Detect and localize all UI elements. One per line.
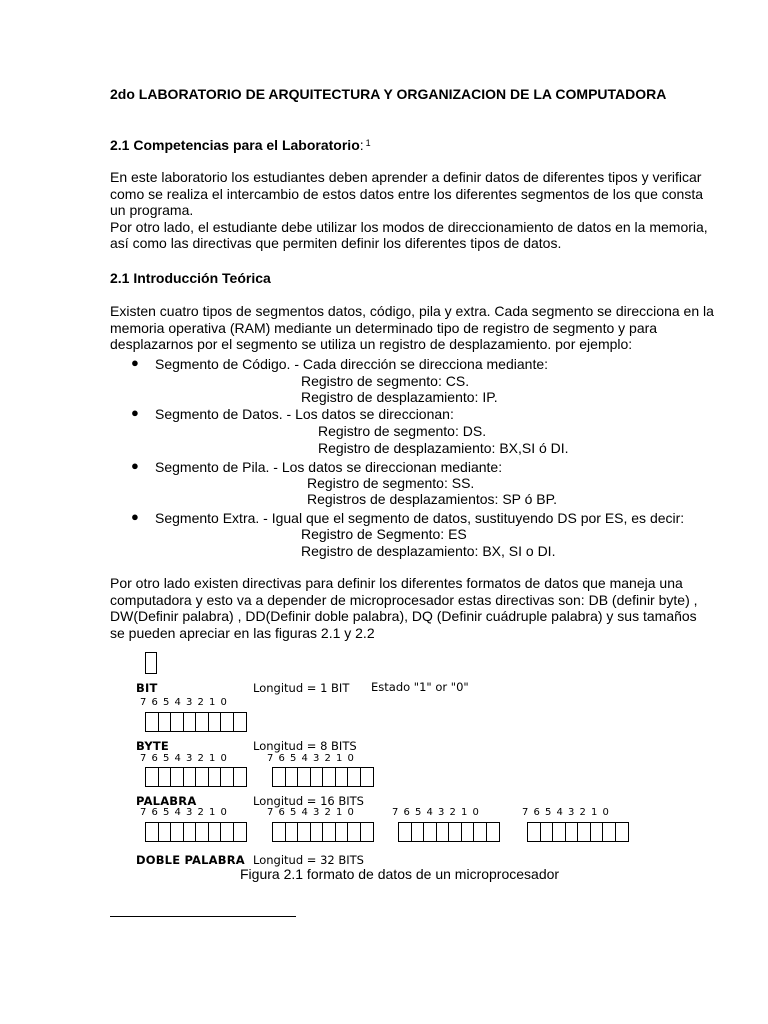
bit-state: Estado "1" or "0" [371,680,469,694]
document-title: 2do LABORATORIO DE ARQUITECTURA Y ORGANIZACION DE LA COMPUTADORA [110,86,667,102]
byte-label: BYTE [136,739,169,753]
dword-byte2-cells [398,822,500,842]
segment-codigo: Segmento de Código. - Cada dirección se direcciona mediante: [155,356,549,372]
paragraph-line: desplazarnos por el segmento se utiliza un registro de desplazamiento. por ejemplo: [110,336,633,353]
paragraph-line: como se realiza el intercambio de estos datos entre los diferentes segmentos de los que consta [110,185,703,202]
bullet-icon: ● [131,405,139,420]
word-high-byte-cells [272,767,374,787]
offset-register: Registro de desplazamiento: IP. [301,389,498,405]
section-heading-introduccion: 2.1 Introducción Teórica [110,270,271,286]
segment-register: Registro de segmento: SS. [307,475,475,491]
bullet-icon: ● [131,355,139,370]
segment-register: Registro de segmento: CS. [301,373,470,389]
section-heading-competencias [110,137,371,154]
segment-register: Registro de segmento: DS. [318,423,487,439]
bullet-icon: ● [131,458,139,473]
paragraph-line: se pueden apreciar en las figuras 2.1 y 2.2 [110,624,375,641]
paragraph-line: DW(Definir palabra) , DD(Definir doble palabra), DQ (Definir cuádruple palabra) y sus tamaños [110,608,697,625]
word-length: Longitud = 16 BITS [253,794,364,808]
segment-register: Registro de Segmento: ES [301,526,467,542]
footnote-reference[interactable]: 1 [365,138,371,148]
byte-length: Longitud = 8 BITS [253,739,357,753]
offset-register: Registro de desplazamiento: BX, SI o DI. [301,543,556,559]
offset-register: Registro de desplazamiento: BX,SI ó DI. [318,440,569,456]
paragraph-line: un programa. [110,202,194,219]
figure-caption: Figura 2.1 formato de datos de un microprocesador [240,866,560,882]
byte-cells [145,712,247,732]
word-low-byte-cells [145,767,247,787]
segment-datos: Segmento de Datos. - Los datos se direccionan: [155,406,454,422]
bit-numbers-row: 7 6 5 4 3 2 1 0 [140,807,227,818]
heading-text: 2.1 Competencias para el Laboratorio [110,137,360,153]
bit-numbers-row: 7 6 5 4 3 2 1 0 [267,753,354,764]
bit-numbers-row: 7 6 5 4 3 2 1 0 [392,807,479,818]
paragraph-line: En este laboratorio los estudiantes deben aprender a definir datos de diferentes tipos y verificar [110,169,702,185]
dword-byte1-cells [272,822,374,842]
bit-numbers-row: 7 6 5 4 3 2 1 0 [267,807,354,818]
segment-pila: Segmento de Pila. - Los datos se direccionan mediante: [155,459,503,475]
footnote-separator [110,916,296,917]
bit-numbers-row: 7 6 5 4 3 2 1 0 [522,807,609,818]
bit-label: BIT [136,681,158,695]
paragraph-line: Existen cuatro tipos de segmentos datos, código, pila y extra. Cada segmento se direcciona en la [110,303,714,319]
paragraph-line: Por otro lado existen directivas para definir los diferentes formatos de datos que maneja una [110,575,683,591]
introduccion-paragraph [110,303,714,353]
bit-length: Longitud = 1 BIT [253,681,350,695]
segment-extra: Segmento Extra. - Igual que el segmento de datos, sustituyendo DS por ES, es decir: [155,510,685,526]
competencias-paragraph [110,169,708,252]
dword-byte0-cells [145,822,247,842]
paragraph-line: Por otro lado, el estudiante debe utilizar los modos de direccionamiento de datos en la memoria, [110,218,708,235]
word-label: PALABRA [136,794,197,808]
paragraph-line: computadora y esto va a depender de microprocesador estas directivas son: DB (definir byte) , [110,591,698,608]
heading-colon: : [359,137,364,153]
dword-byte3-cells [527,822,629,842]
paragraph-line: memoria operativa (RAM) mediante un determinado tipo de registro de segmento y para [110,319,658,336]
offset-register: Registros de desplazamientos: SP ó BP. [307,491,558,507]
bit-numbers-row: 7 6 5 4 3 2 1 0 [140,753,227,764]
bit-numbers-row: 7 6 5 4 3 2 1 0 [140,697,227,708]
paragraph-line: así como las directivas que permiten definir los diferentes tipos de datos. [110,235,562,252]
dword-length: Longitud = 32 BITS [253,853,364,867]
bullet-icon: ● [131,509,139,524]
dword-label: DOBLE PALABRA [136,853,245,867]
bit-cell [145,652,157,674]
directivas-paragraph [110,575,698,641]
